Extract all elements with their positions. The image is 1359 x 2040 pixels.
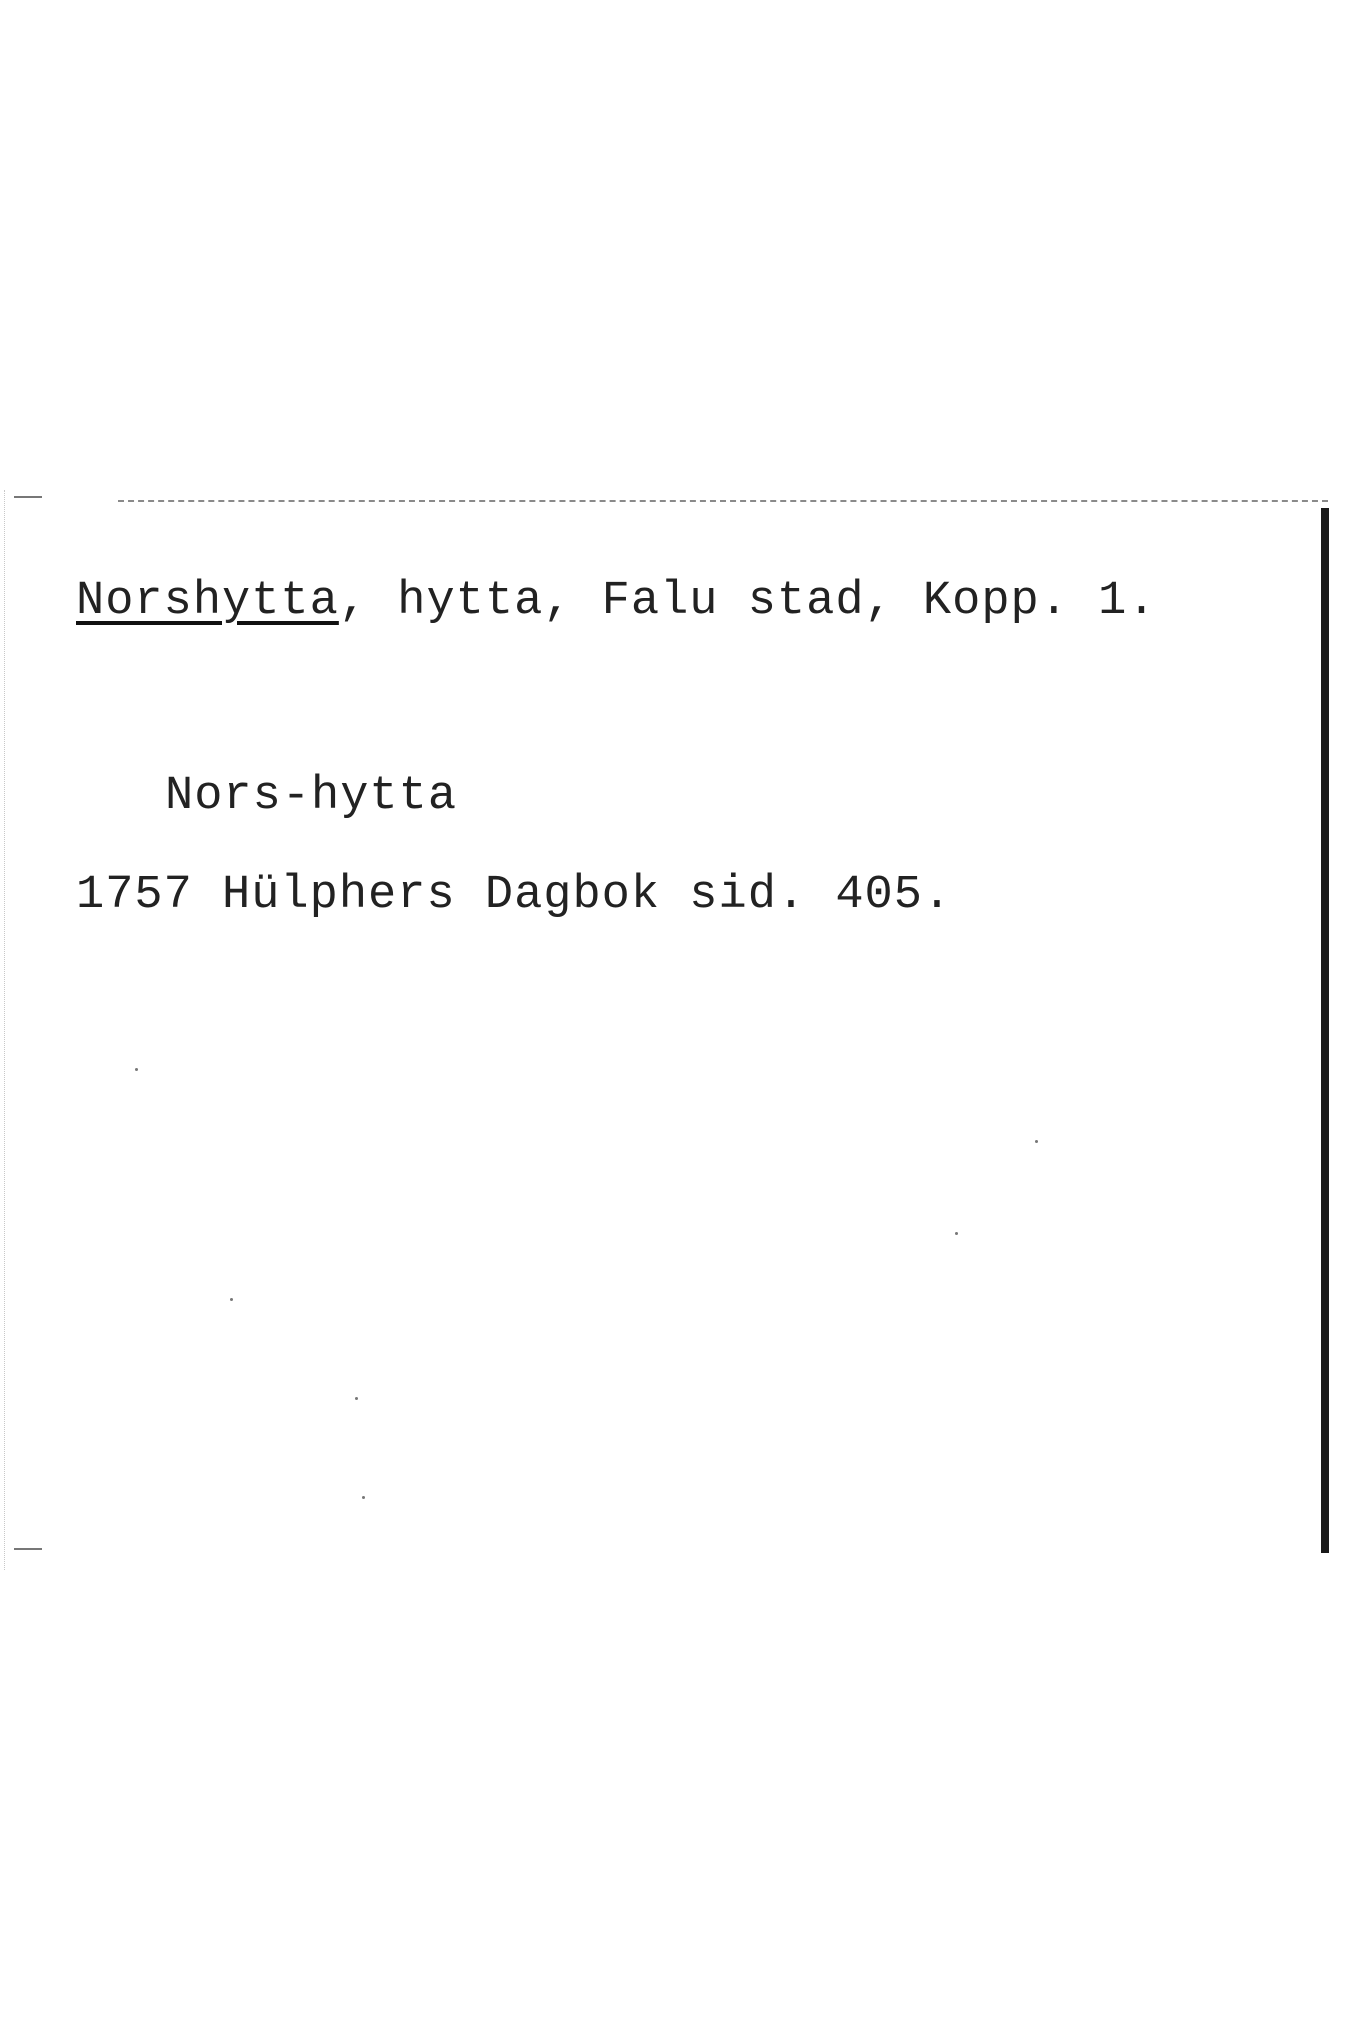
headword: Norshytta [76, 575, 339, 628]
speck [955, 1232, 958, 1235]
variant-form: Nors-hytta [165, 770, 458, 823]
entry-description: , hytta, Falu stad, Kopp. 1. [338, 575, 1157, 628]
scan-mark-bottom [14, 1548, 42, 1550]
speck [230, 1298, 233, 1301]
speck [135, 1068, 138, 1071]
speck [1035, 1140, 1038, 1143]
scan-mark-top [14, 496, 42, 498]
card-right-edge [1321, 508, 1329, 1553]
scan-edge-left [4, 490, 7, 1570]
card-top-edge [118, 500, 1328, 502]
entry-line [76, 575, 1157, 628]
source-citation: 1757 Hülphers Dagbok sid. 405. [76, 869, 953, 922]
speck [355, 1397, 358, 1400]
speck [362, 1496, 365, 1499]
